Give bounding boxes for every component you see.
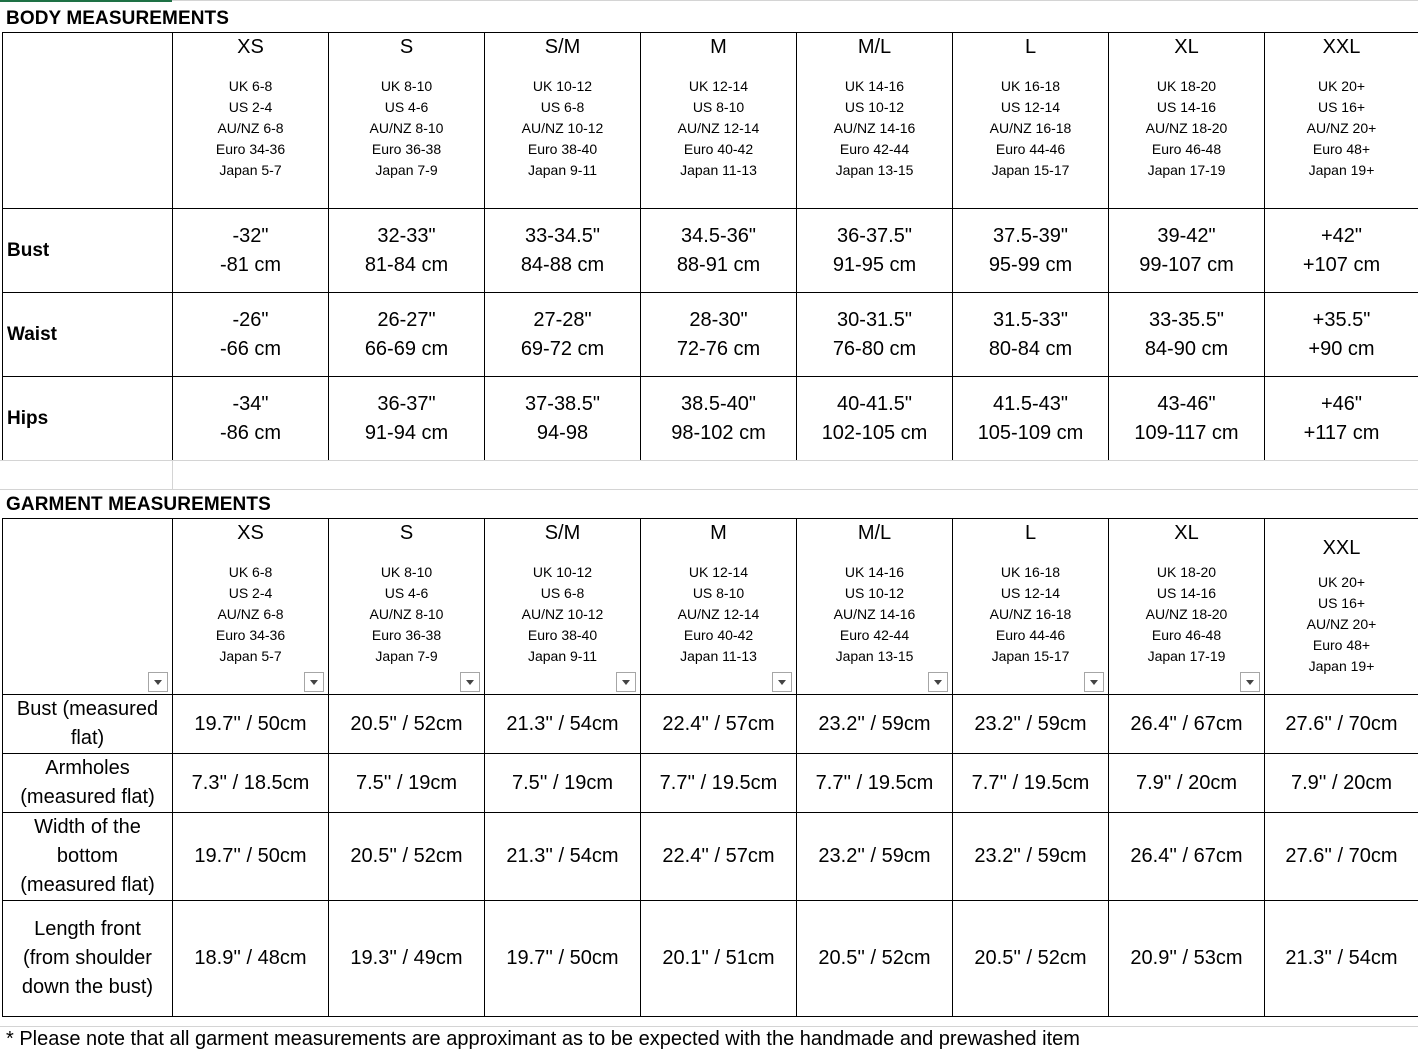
body-row-bust: [3, 209, 1418, 293]
size-conversion: US 2-4: [228, 99, 273, 115]
size-conversions: [1109, 562, 1264, 667]
corner-cell[interactable]: [3, 519, 173, 695]
filter-dropdown-button[interactable]: [304, 672, 324, 692]
size-conversion: Euro 34-36: [215, 141, 286, 157]
size-conversion: Japan 9-11: [527, 162, 597, 178]
measurement-cell[interactable]: 20.9'' / 53cm: [1109, 901, 1265, 1017]
size-conversion: UK 10-12: [532, 564, 593, 580]
measurement-cell[interactable]: [641, 209, 797, 293]
measurement-inches: 41.5-43": [993, 392, 1068, 415]
size-conversion: Euro 40-42: [683, 627, 754, 643]
row-label[interactable]: [3, 901, 173, 1017]
filter-dropdown-button[interactable]: [1084, 672, 1104, 692]
measurement-inches: 31.5-33": [993, 308, 1068, 331]
size-name: XXL: [1322, 36, 1361, 58]
measurement-cm: 105-109 cm: [977, 421, 1084, 444]
measurement-cell[interactable]: [1109, 209, 1265, 293]
measurement-inches: 37-38.5": [525, 392, 600, 415]
measurement-cell[interactable]: 27.6'' / 70cm: [1265, 695, 1418, 754]
size-conversion: UK 18-20: [1156, 78, 1217, 94]
measurement-inches: 27-28": [533, 308, 592, 331]
measurement-cell[interactable]: [797, 377, 953, 461]
measurement-cell[interactable]: [797, 209, 953, 293]
size-conversion: AU/NZ 14-16: [833, 606, 916, 622]
measurement-cell[interactable]: [1109, 377, 1265, 461]
size-header-content: [173, 519, 328, 667]
measurement-inches: -34": [232, 392, 269, 415]
size-name: XL: [1174, 522, 1199, 544]
measurement-cell[interactable]: [953, 293, 1109, 377]
measurement-cm: 98-102 cm: [671, 421, 766, 444]
size-conversion: Japan 5-7: [219, 162, 282, 178]
measurement-cell[interactable]: 7.9'' / 20cm: [1265, 754, 1418, 813]
measurement-cell[interactable]: 26.4'' / 67cm: [1109, 813, 1265, 901]
size-name: XXL: [1322, 536, 1361, 559]
measurement-cell[interactable]: 23.2'' / 59cm: [797, 695, 953, 754]
sheet-top-border: [0, 0, 1418, 5]
row-label[interactable]: Bust: [3, 209, 173, 293]
size-conversion: Euro 44-46: [995, 627, 1066, 643]
measurement-cell[interactable]: [485, 209, 641, 293]
size-conversion: US 4-6: [384, 585, 429, 601]
size-conversion: AU/NZ 6-8: [217, 606, 284, 622]
measurement-cell[interactable]: [953, 377, 1109, 461]
measurement-cm: 99-107 cm: [1139, 253, 1234, 276]
garment-measurements-title: GARMENT MEASUREMENTS: [6, 494, 271, 515]
measurement-cell[interactable]: 7.7'' / 19.5cm: [641, 754, 797, 813]
size-conversion: Japan 5-7: [219, 648, 282, 664]
size-conversion: UK 16-18: [1000, 78, 1061, 94]
size-conversion: Japan 15-17: [991, 162, 1070, 178]
size-conversions: [797, 76, 952, 181]
size-conversion: AU/NZ 8-10: [369, 606, 444, 622]
size-conversion: Japan 17-19: [1147, 162, 1226, 178]
size-conversion: UK 18-20: [1156, 564, 1217, 580]
measurement-cm: 76-80 cm: [832, 337, 917, 360]
footnote: * Please note that all garment measurements are approximant as to be expected with the handmade and prewashed item: [6, 1028, 1080, 1050]
size-conversion: UK 20+: [1317, 78, 1366, 94]
size-conversion: Japan 17-19: [1147, 648, 1226, 664]
size-name: M/L: [857, 36, 892, 58]
size-conversion: AU/NZ 18-20: [1145, 120, 1228, 136]
measurement-cell[interactable]: [485, 377, 641, 461]
size-conversion: Euro 44-46: [995, 141, 1066, 157]
measurement-inches: 43-46": [1157, 392, 1216, 415]
measurement-inches: +46": [1320, 392, 1363, 415]
size-conversion: Euro 36-38: [371, 627, 442, 643]
measurement-cm: -86 cm: [219, 421, 282, 444]
size-header-m-l[interactable]: [797, 33, 953, 209]
measurement-cm: 66-69 cm: [364, 337, 449, 360]
row-label-line: (measured flat): [20, 786, 155, 808]
measurement-inches: 36-37.5": [837, 224, 912, 247]
size-name: L: [1024, 36, 1037, 58]
measurement-inches: -32": [232, 224, 269, 247]
measurement-cell[interactable]: [953, 209, 1109, 293]
size-header-content: [641, 33, 796, 181]
size-conversions: [1265, 572, 1418, 677]
row-label[interactable]: Waist: [3, 293, 173, 377]
measurement-cell[interactable]: 18.9'' / 48cm: [173, 901, 329, 1017]
measurement-cell[interactable]: 27.6'' / 70cm: [1265, 813, 1418, 901]
size-header-s-m[interactable]: [485, 519, 641, 695]
measurement-inches: 32-33": [377, 224, 436, 247]
size-conversions: [329, 76, 484, 181]
row-label-line: flat): [70, 727, 105, 749]
size-conversion: Euro 36-38: [371, 141, 442, 157]
measurement-cell[interactable]: 7.9'' / 20cm: [1109, 754, 1265, 813]
size-conversion: Euro 34-36: [215, 627, 286, 643]
size-conversion: Japan 13-15: [835, 162, 914, 178]
measurement-cell[interactable]: 22.4'' / 57cm: [641, 813, 797, 901]
size-header-m[interactable]: [641, 519, 797, 695]
measurement-cm: -66 cm: [219, 337, 282, 360]
size-header-xl[interactable]: [1109, 519, 1265, 695]
measurement-inches: +35.5": [1312, 308, 1371, 331]
size-conversion: Japan 7-9: [375, 648, 438, 664]
size-header-l[interactable]: [953, 519, 1109, 695]
size-conversion: AU/NZ 8-10: [369, 120, 444, 136]
measurement-inches: 37.5-39": [993, 224, 1068, 247]
size-header-s-m[interactable]: [485, 33, 641, 209]
filter-dropdown-button[interactable]: [460, 672, 480, 692]
measurement-cell[interactable]: [329, 377, 485, 461]
size-conversions: [1109, 76, 1264, 181]
size-header-content: [797, 33, 952, 181]
size-conversion: UK 8-10: [380, 78, 433, 94]
measurement-cell[interactable]: [1265, 377, 1418, 461]
size-header-m[interactable]: [641, 33, 797, 209]
size-conversion: Japan 13-15: [835, 648, 914, 664]
measurement-cell[interactable]: 21.3'' / 54cm: [485, 695, 641, 754]
size-header-xxl[interactable]: [1265, 519, 1418, 695]
row-label-line: bottom: [56, 845, 119, 867]
size-name: S/M: [544, 36, 581, 58]
measurement-cm: +90 cm: [1308, 337, 1375, 360]
measurement-cm: 88-91 cm: [676, 253, 761, 276]
size-conversion: Japan 11-13: [680, 648, 757, 664]
row-label-line: (measured flat): [20, 874, 155, 896]
size-conversion: Euro 40-42: [683, 141, 754, 157]
corner-cell[interactable]: [3, 33, 173, 209]
measurement-cell[interactable]: [329, 293, 485, 377]
size-conversion: AU/NZ 10-12: [521, 120, 604, 136]
size-name: S/M: [544, 522, 581, 544]
size-conversions: [485, 562, 640, 667]
size-name: XS: [237, 522, 264, 544]
size-conversion: US 16+: [1317, 594, 1366, 611]
measurement-cell[interactable]: [1265, 209, 1418, 293]
size-name: L: [1024, 522, 1037, 544]
size-conversion: AU/NZ 20+: [1306, 615, 1377, 632]
measurement-cm: 84-90 cm: [1144, 337, 1229, 360]
measurement-inches: 33-34.5": [525, 224, 600, 247]
body-measurements-title: BODY MEASUREMENTS: [6, 8, 230, 29]
filter-dropdown-button[interactable]: [148, 672, 168, 692]
size-header-content: [1265, 537, 1418, 677]
size-header-xs[interactable]: [173, 519, 329, 695]
active-cell-indicator: [0, 0, 172, 2]
measurement-cell[interactable]: [797, 293, 953, 377]
size-header-s[interactable]: [329, 33, 485, 209]
measurement-cm: +117 cm: [1303, 421, 1380, 444]
measurement-cell[interactable]: [173, 209, 329, 293]
measurement-cm: 94-98: [536, 421, 589, 444]
size-conversion: Japan 9-11: [527, 648, 597, 664]
size-header-content: [485, 519, 640, 667]
garment-row: [3, 901, 1418, 1017]
measurement-cell[interactable]: 20.5'' / 52cm: [329, 813, 485, 901]
size-conversion: UK 10-12: [532, 78, 593, 94]
size-conversion: US 10-12: [844, 99, 905, 115]
measurement-cell[interactable]: 19.7'' / 50cm: [173, 695, 329, 754]
size-header-l[interactable]: [953, 33, 1109, 209]
size-conversion: US 8-10: [692, 585, 745, 601]
footnote-gridline: [0, 1026, 1418, 1027]
size-conversion: Japan 7-9: [375, 162, 438, 178]
size-header-xxl[interactable]: [1265, 33, 1418, 209]
size-conversion: UK 14-16: [844, 78, 905, 94]
measurement-cm: 84-88 cm: [520, 253, 605, 276]
measurement-inches: 33-35.5": [1149, 308, 1224, 331]
measurement-cell[interactable]: [641, 377, 797, 461]
measurement-cell[interactable]: 20.1'' / 51cm: [641, 901, 797, 1017]
size-conversion: Japan 15-17: [991, 648, 1070, 664]
size-conversion: US 12-14: [1000, 99, 1061, 115]
garment-header-row: [3, 519, 1418, 695]
size-conversion: AU/NZ 6-8: [217, 120, 284, 136]
size-conversion: AU/NZ 20+: [1306, 120, 1377, 136]
size-conversion: UK 6-8: [228, 564, 273, 580]
size-conversion: US 16+: [1317, 99, 1366, 115]
garment-row: [3, 695, 1418, 754]
size-header-m-l[interactable]: [797, 519, 953, 695]
size-header-content: [1109, 33, 1264, 181]
measurement-inches: 38.5-40": [681, 392, 756, 415]
size-conversion: UK 6-8: [228, 78, 273, 94]
size-conversion: Japan 11-13: [680, 162, 757, 178]
spacer-gridline: [0, 460, 1418, 461]
size-conversion: Euro 42-44: [839, 141, 910, 157]
size-conversions: [641, 76, 796, 181]
measurement-inches: 28-30": [689, 308, 748, 331]
measurement-cell[interactable]: 7.5'' / 19cm: [329, 754, 485, 813]
size-conversion: US 2-4: [228, 585, 273, 601]
size-name: M: [710, 522, 727, 544]
filter-dropdown-button[interactable]: [772, 672, 792, 692]
measurement-inches: 39-42": [1157, 224, 1216, 247]
measurement-cell[interactable]: [329, 209, 485, 293]
size-conversion: AU/NZ 12-14: [677, 606, 760, 622]
row-label[interactable]: [3, 754, 173, 813]
measurement-cm: -81 cm: [219, 253, 282, 276]
size-header-content: [329, 33, 484, 181]
measurement-inches: 40-41.5": [837, 392, 912, 415]
spacer-gridline: [0, 489, 1418, 490]
measurement-cell[interactable]: [641, 293, 797, 377]
size-conversions: [173, 76, 328, 181]
size-name: M: [710, 36, 727, 58]
measurement-inches: 34.5-36": [681, 224, 756, 247]
measurement-cell[interactable]: 19.7'' / 50cm: [173, 813, 329, 901]
measurement-cm: 81-84 cm: [364, 253, 449, 276]
size-conversion: US 10-12: [844, 585, 905, 601]
row-label-line: down the bust): [21, 976, 154, 998]
size-conversion: AU/NZ 10-12: [521, 606, 604, 622]
size-name: S: [399, 522, 414, 544]
size-conversion: Euro 48+: [1312, 636, 1371, 653]
size-conversion: Japan 19+: [1308, 657, 1375, 674]
measurement-cm: 69-72 cm: [520, 337, 605, 360]
size-conversion: AU/NZ 12-14: [677, 120, 760, 136]
filter-dropdown-button[interactable]: [616, 672, 636, 692]
spacer-gridline: [172, 460, 173, 490]
measurement-cell[interactable]: 22.4'' / 57cm: [641, 695, 797, 754]
size-header-xl[interactable]: [1109, 33, 1265, 209]
measurement-cell[interactable]: 20.5'' / 52cm: [329, 695, 485, 754]
measurement-cell[interactable]: 23.2'' / 59cm: [797, 813, 953, 901]
size-conversions: [173, 562, 328, 667]
size-header-content: [485, 33, 640, 181]
measurement-inches: 30-31.5": [837, 308, 912, 331]
size-conversion: UK 12-14: [688, 78, 749, 94]
garment-row: [3, 813, 1418, 901]
size-conversion: US 12-14: [1000, 585, 1061, 601]
row-label[interactable]: [3, 813, 173, 901]
size-conversions: [797, 562, 952, 667]
measurement-cm: 95-99 cm: [988, 253, 1073, 276]
size-name: M/L: [857, 522, 892, 544]
size-conversion: AU/NZ 18-20: [1145, 606, 1228, 622]
measurement-cell[interactable]: 23.2'' / 59cm: [953, 813, 1109, 901]
size-conversion: Euro 38-40: [527, 141, 598, 157]
measurement-cell[interactable]: [1265, 293, 1418, 377]
size-conversions: [329, 562, 484, 667]
measurement-cell[interactable]: [1109, 293, 1265, 377]
measurement-inches: 26-27": [377, 308, 436, 331]
size-conversion: Euro 46-48: [1151, 627, 1222, 643]
size-header-content: [1109, 519, 1264, 667]
garment-measurements-table: [2, 518, 1418, 1017]
size-header-content: [173, 33, 328, 181]
size-header-content: [953, 519, 1108, 667]
size-conversion: UK 16-18: [1000, 564, 1061, 580]
size-conversions: [1265, 76, 1418, 181]
measurement-inches: 36-37": [377, 392, 436, 415]
size-header-content: [1265, 33, 1418, 181]
size-conversion: AU/NZ 14-16: [833, 120, 916, 136]
size-conversion: US 6-8: [540, 99, 585, 115]
size-conversion: UK 14-16: [844, 564, 905, 580]
measurement-cell[interactable]: 7.7'' / 19.5cm: [797, 754, 953, 813]
measurement-cell[interactable]: 19.3'' / 49cm: [329, 901, 485, 1017]
size-conversion: Euro 48+: [1312, 141, 1371, 157]
measurement-inches: +42": [1320, 224, 1363, 247]
body-measurements-table: [2, 32, 1418, 461]
garment-row: [3, 754, 1418, 813]
measurement-cell[interactable]: 26.4'' / 67cm: [1109, 695, 1265, 754]
size-conversion: UK 20+: [1317, 573, 1366, 590]
size-conversions: [641, 562, 796, 667]
measurement-cm: 72-76 cm: [676, 337, 761, 360]
filter-dropdown-button[interactable]: [1240, 672, 1260, 692]
measurement-cell[interactable]: 7.3'' / 18.5cm: [173, 754, 329, 813]
body-row-hips: [3, 377, 1418, 461]
measurement-cell[interactable]: [485, 293, 641, 377]
size-header-content: [641, 519, 796, 667]
measurement-cell[interactable]: 21.3'' / 54cm: [485, 813, 641, 901]
size-conversion: US 8-10: [692, 99, 745, 115]
measurement-cell[interactable]: 7.5'' / 19cm: [485, 754, 641, 813]
size-conversion: US 14-16: [1156, 99, 1217, 115]
row-label[interactable]: Hips: [3, 377, 173, 461]
body-row-waist: [3, 293, 1418, 377]
measurement-cell[interactable]: 20.5'' / 52cm: [797, 901, 953, 1017]
measurement-cell[interactable]: 21.3'' / 54cm: [1265, 901, 1418, 1017]
size-conversion: US 4-6: [384, 99, 429, 115]
size-conversion: AU/NZ 16-18: [989, 120, 1072, 136]
measurement-cell[interactable]: 19.7'' / 50cm: [485, 901, 641, 1017]
row-label-line: Width of the: [34, 816, 141, 838]
row-label[interactable]: [3, 695, 173, 754]
size-conversions: [485, 76, 640, 181]
measurement-cm: 91-94 cm: [364, 421, 449, 444]
filter-dropdown-button[interactable]: [928, 672, 948, 692]
measurement-cell[interactable]: [173, 377, 329, 461]
size-conversion: UK 12-14: [688, 564, 749, 580]
size-conversion: US 6-8: [540, 585, 585, 601]
size-header-xs[interactable]: [173, 33, 329, 209]
size-name: XS: [237, 36, 264, 58]
size-name: XL: [1174, 36, 1199, 58]
measurement-cm: 102-105 cm: [821, 421, 928, 444]
measurement-cm: 80-84 cm: [988, 337, 1073, 360]
measurement-cell[interactable]: [173, 293, 329, 377]
size-conversion: Japan 19+: [1308, 162, 1375, 178]
size-conversion: Euro 46-48: [1151, 141, 1222, 157]
size-conversion: Euro 42-44: [839, 627, 910, 643]
measurement-inches: -26": [232, 308, 269, 331]
row-label-line: (from shoulder: [23, 947, 152, 969]
body-header-row: [3, 33, 1418, 209]
size-conversion: US 14-16: [1156, 585, 1217, 601]
size-header-content: [953, 33, 1108, 181]
row-label-line: Length front: [34, 918, 141, 940]
measurement-cm: 109-117 cm: [1134, 421, 1239, 444]
size-header-content: [329, 519, 484, 667]
measurement-cell[interactable]: 20.5'' / 52cm: [953, 901, 1109, 1017]
row-label-line: Armholes: [45, 757, 130, 779]
measurement-cell[interactable]: 7.7'' / 19.5cm: [953, 754, 1109, 813]
size-conversion: Euro 38-40: [527, 627, 598, 643]
measurement-cell[interactable]: 23.2'' / 59cm: [953, 695, 1109, 754]
size-conversions: [953, 562, 1108, 667]
size-conversion: AU/NZ 16-18: [989, 606, 1072, 622]
size-header-content: [797, 519, 952, 667]
measurement-cm: 91-95 cm: [832, 253, 917, 276]
size-name: S: [399, 36, 414, 58]
measurement-cm: +107 cm: [1302, 253, 1381, 276]
size-conversion: UK 8-10: [380, 564, 433, 580]
size-header-s[interactable]: [329, 519, 485, 695]
row-label-line: Bust (measured: [16, 698, 159, 720]
size-conversions: [953, 76, 1108, 181]
